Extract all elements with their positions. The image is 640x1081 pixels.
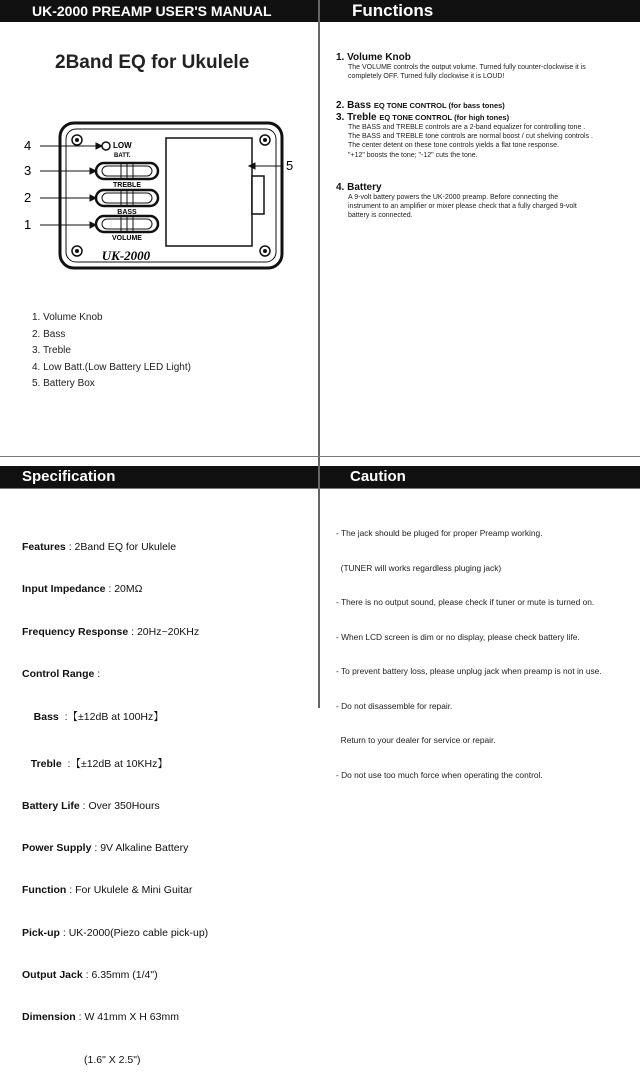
battery-line: instrument to an amplifier or mixer please check that a fully charged 9-volt (348, 203, 577, 211)
caution-line: Return to your dealer for service or repair. (336, 735, 496, 745)
caution-title: Caution (350, 468, 406, 485)
brand-label: UK-2000 (101, 248, 151, 263)
battery-line: A 9-volt battery powers the UK-2000 preamp. Before connecting the (348, 194, 559, 201)
batt-label: BATT. (114, 153, 131, 159)
spec-row: Function : For Ukulele & Mini Guitar (22, 884, 193, 897)
specification-title: Specification (22, 468, 116, 485)
manual-title: UK-2000 PREAMP USER'S MANUAL (32, 3, 272, 19)
section-divider-top (0, 456, 640, 457)
volume-line: The VOLUME controls the output volume. Turned fully counter-clockwise it is (348, 64, 586, 71)
caution-line: - There is no output sound, please check if tuner or mute is turned on. (336, 597, 595, 607)
functions-battery (336, 182, 631, 221)
callout-3: 3 (24, 163, 32, 178)
battery-box (166, 138, 252, 246)
treble-heading: 3. Treble EQ TONE CONTROL (for high tones) (336, 112, 510, 123)
battery-heading: 4. Battery (336, 182, 382, 193)
list-item: 2. Bass (32, 328, 66, 340)
spec-row: Frequency Response : 20Hz~20KHz (22, 625, 200, 638)
spec-row: Pick-up : UK-2000(Piezo cable pick-up) (22, 926, 209, 939)
caution-line: - Do not disassemble for repair. (336, 700, 453, 711)
caution-bar (320, 466, 640, 488)
bass-heading: 2. Bass EQ TONE CONTROL (for bass tones) (336, 100, 505, 111)
list-item: 4. Low Batt.(Low Battery LED Light) (32, 361, 191, 373)
tone-line: The center detent on these tone controls yields a flat tone response. (348, 142, 559, 150)
volume-line: completely OFF. Turned fully clockwise it is LOUD! (348, 73, 505, 81)
caution-line: - To prevent battery loss, please unplug jack when preamp is not in use. (336, 666, 602, 676)
battery-line: battery is connected. (348, 212, 413, 220)
spec-row: Bass :【±12dB at 100Hz】 (22, 711, 164, 724)
header-right-bar (320, 0, 640, 22)
specification-bar (0, 466, 318, 488)
preamp-diagram (20, 118, 310, 278)
low-label: LOW (113, 141, 132, 150)
caution-line: - Do not use too much force when operating the control. (336, 769, 543, 780)
header-left-bar (0, 0, 318, 22)
section-divider-bottom (0, 488, 640, 489)
bass-label: BASS (117, 209, 137, 216)
tone-line: "+12" boosts the tone; "-12" cuts the tone. (348, 151, 478, 159)
list-item: 3. Treble (32, 345, 71, 356)
spec-row: Control Range : (22, 668, 101, 681)
functions-title: Functions (352, 1, 434, 20)
spec-row: Features : 2Band EQ for Ukulele (22, 541, 177, 554)
tone-line: The BASS and TREBLE controls are a 2-band equalizer for controlling tone . (348, 124, 586, 131)
callout-1: 1 (24, 217, 32, 232)
list-item: 5. Battery Box (32, 378, 95, 389)
caution-line: - When LCD screen is dim or no display, please check battery life. (336, 631, 580, 642)
eq-title: 2Band EQ for Ukulele (55, 52, 250, 73)
knob-volume-icon (96, 216, 158, 232)
tone-line: The BASS and TREBLE tone controls are normal boost / cut shelving controls . (348, 133, 593, 141)
functions-volume (336, 52, 631, 81)
callout-5: 5 (286, 158, 294, 173)
functions-tone (336, 100, 631, 160)
led-icon (102, 142, 110, 150)
knob-treble-icon (96, 163, 158, 179)
spec-row: (1.6" X 2.5") (84, 1053, 141, 1066)
bass-note: EQ TONE CONTROL (for bass tones) (373, 101, 505, 110)
specification-list (22, 512, 208, 1081)
treble-note: EQ TONE CONTROL (for high tones) (379, 113, 510, 122)
spec-row: Input Impedance : 20MΩ (22, 583, 143, 596)
spec-row: Dimension : W 41mm X H 63mm (22, 1011, 179, 1024)
center-divider (318, 0, 320, 708)
caution-line: (TUNER will works regardless pluging jack) (336, 562, 502, 573)
callout-4: 4 (24, 138, 32, 153)
caution-line: - The jack should be pluged for proper Preamp working. (336, 528, 543, 538)
caution-list (336, 505, 602, 793)
callout-2: 2 (24, 190, 32, 205)
parts-list (32, 310, 191, 393)
spec-row: Battery Life : Over 350Hours (22, 799, 160, 812)
volume-label: VOLUME (112, 235, 142, 242)
list-item: 1. Volume Knob (32, 312, 103, 323)
treble-label: TREBLE (113, 182, 141, 189)
spec-row: Output Jack : 6.35mm (1/4") (22, 969, 158, 981)
spec-row: Power Supply : 9V Alkaline Battery (22, 842, 189, 855)
spec-row: Treble :【±12dB at 10KHz】 (22, 757, 168, 770)
volume-heading: 1. Volume Knob (336, 52, 411, 63)
knob-bass-icon (96, 190, 158, 206)
